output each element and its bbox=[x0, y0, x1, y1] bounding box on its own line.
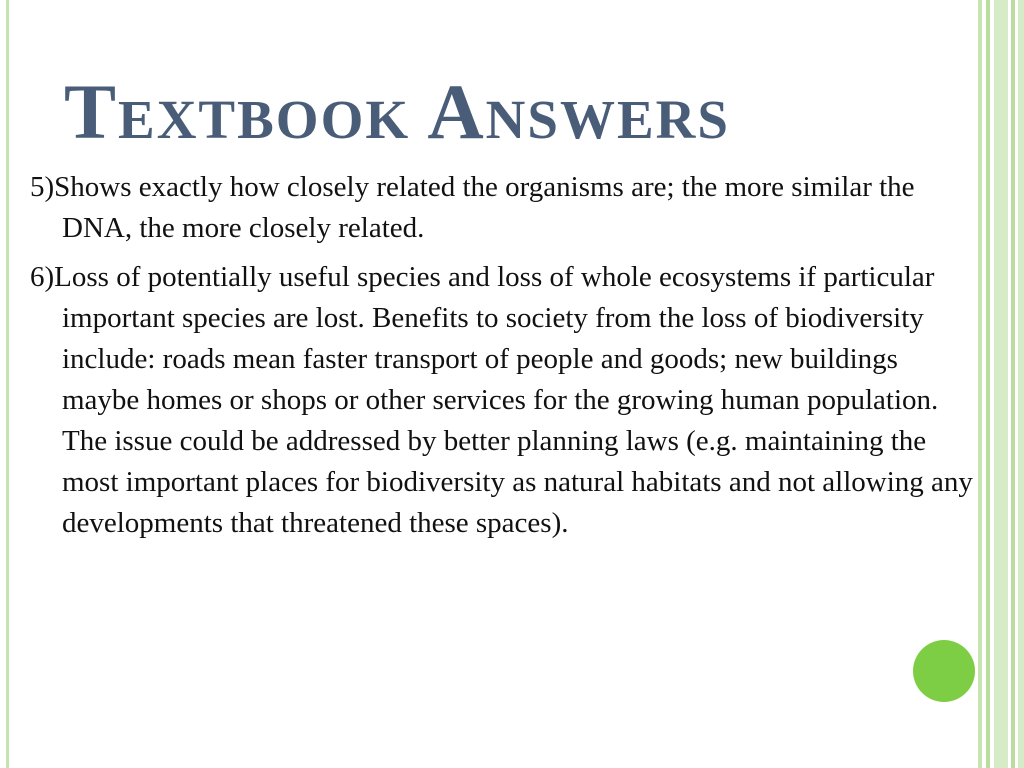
answer-item-5: 5)Shows exactly how closely related the organisms are; the more similar the DNA, the more closely related. bbox=[30, 171, 915, 244]
left-border-line bbox=[6, 0, 9, 768]
answer-item-6: 6)Loss of potentially useful species and loss of whole ecosystems if particular important species are lost. Benefits to society from the loss of biodiversity include: roads mean faster transport of people and goods; new buildings maybe homes or shops or other services for the growing human population. The issue could be addressed by better planning laws (e.g. maintaining the most important places for biodiversity as natural habitats and not allowing any developments that threatened these spaces). bbox=[30, 261, 973, 539]
slide-body bbox=[30, 167, 975, 552]
right-decorative-stripes bbox=[978, 0, 1024, 768]
green-circle-decoration bbox=[913, 640, 975, 702]
slide-title: Textbook Answers bbox=[64, 68, 730, 155]
